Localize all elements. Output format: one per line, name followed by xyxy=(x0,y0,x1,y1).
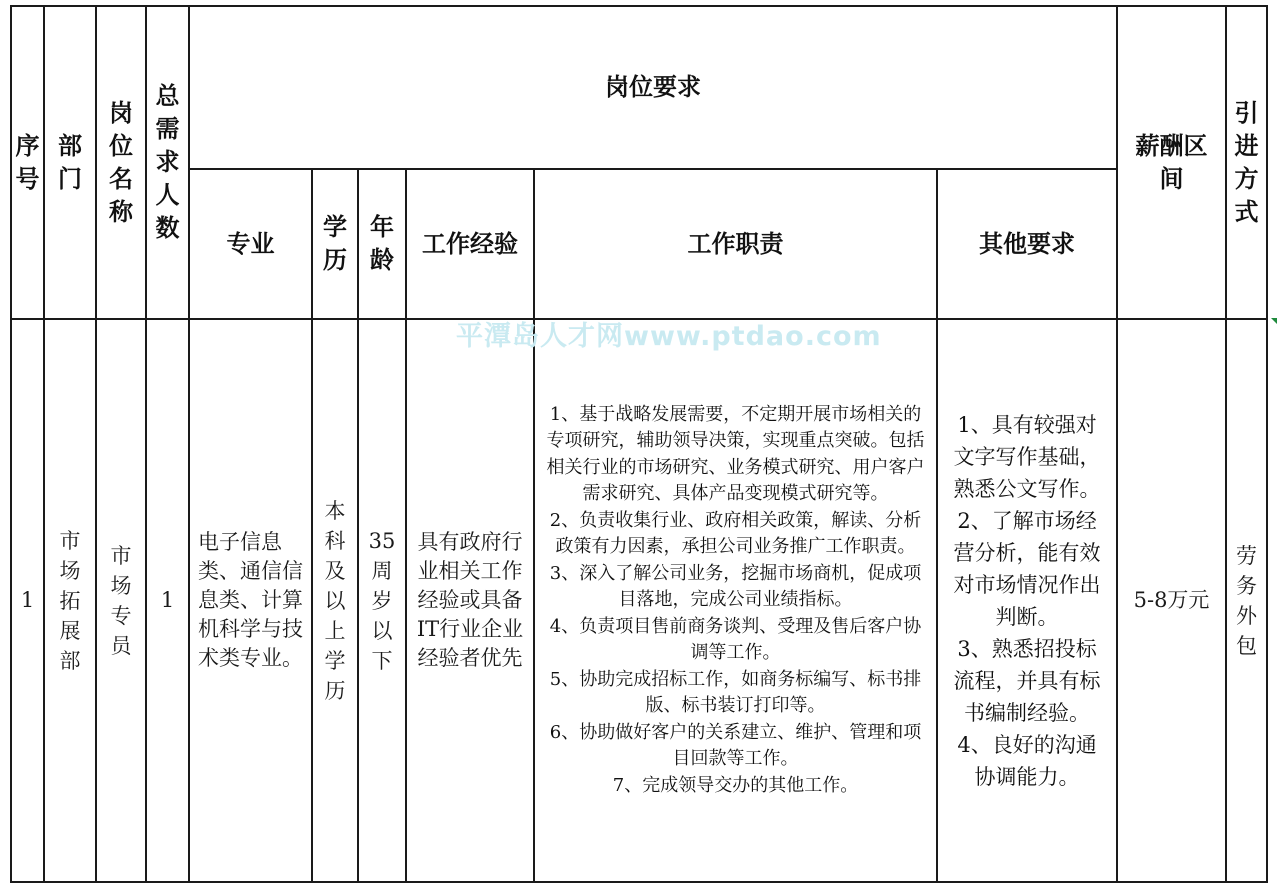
site-watermark: 平潭岛人才网www.ptdao.com xyxy=(456,321,882,352)
major-value: 电子信息类、通信信息类、计算机科学与技术类专业。 xyxy=(198,530,303,670)
header-education-cell[interactable] xyxy=(312,169,358,319)
dept-cell[interactable] xyxy=(44,319,96,882)
header-salary: 薪酬区间 xyxy=(1135,131,1208,193)
other-cell[interactable] xyxy=(937,319,1117,882)
duty-item: 5、协助完成招标工作，如商务标编写、标书排版、标书装订打印等。 xyxy=(549,668,922,717)
job-requirements-table xyxy=(10,5,1268,883)
header-position-cell[interactable] xyxy=(96,6,146,319)
dept-value: 市场拓展部 xyxy=(59,528,81,673)
duties-cell[interactable] xyxy=(534,319,937,882)
header-education: 学历 xyxy=(323,213,347,274)
header-other: 其他要求 xyxy=(979,229,1076,258)
position-value: 市场专员 xyxy=(110,543,132,658)
header-headcount: 总需求人数 xyxy=(155,82,180,242)
method-cell[interactable] xyxy=(1226,319,1267,882)
header-salary-cell[interactable] xyxy=(1117,6,1226,319)
headcount-value: 1 xyxy=(160,588,175,612)
other-item: 2、了解市场经营分析，能有效对市场情况作出判断。 xyxy=(953,508,1101,629)
other-item: 1、具有较强对文字写作基础，熟悉公文写作。 xyxy=(953,412,1101,501)
age-value: 35周岁以下 xyxy=(368,528,396,673)
other-item: 3、熟悉招投标流程，并具有标书编制经验。 xyxy=(953,636,1101,725)
header-method-cell[interactable] xyxy=(1226,6,1267,319)
header-major-cell[interactable] xyxy=(189,169,312,319)
seq-cell[interactable] xyxy=(11,319,44,882)
header-row-top xyxy=(11,6,1267,169)
duty-item: 3、深入了解公司业务，挖掘市场商机，促成项目落地，完成公司业绩指标。 xyxy=(549,562,922,611)
header-requirements: 岗位要求 xyxy=(605,73,702,101)
duty-item: 4、负责项目售前商务谈判、受理及售后客户协调等工作。 xyxy=(549,615,922,664)
duty-item: 1、基于战略发展需要，不定期开展市场相关的专项研究，辅助领导决策，实现重点突破。包括相关行业的市场研究、业务模式研究、用户客户需求研究、具体产品变现模式研究等。 xyxy=(546,403,925,505)
header-other-cell[interactable] xyxy=(937,169,1117,319)
header-duties: 工作职责 xyxy=(687,229,784,258)
duty-item: 6、协助做好客户的关系建立、维护、管理和项目回款等工作。 xyxy=(549,721,922,770)
header-headcount-cell[interactable] xyxy=(146,6,189,319)
header-age-cell[interactable] xyxy=(358,169,406,319)
header-seq: 序号 xyxy=(15,131,40,193)
duty-item: 2、负责收集行业、政府相关政策，解读、分析政策有力因素，承担公司业务推广工作职责。 xyxy=(549,509,922,558)
major-cell[interactable] xyxy=(189,319,312,882)
table-row xyxy=(11,319,1267,882)
header-duties-cell[interactable] xyxy=(534,169,937,319)
header-position: 岗位名称 xyxy=(109,98,133,226)
header-seq-cell[interactable] xyxy=(11,6,44,319)
other-item: 4、良好的沟通协调能力。 xyxy=(957,732,1097,789)
header-dept-cell[interactable] xyxy=(44,6,96,319)
duties-list xyxy=(535,402,936,800)
headcount-cell[interactable] xyxy=(146,319,189,882)
duty-item: 7、完成领导交办的其他工作。 xyxy=(612,774,859,796)
experience-value: 具有政府行业相关工作经验或具备IT行业企业经验者优先 xyxy=(416,530,524,670)
education-value: 本科及以上学历 xyxy=(324,498,346,703)
method-value: 劳务外包 xyxy=(1236,543,1258,658)
header-major: 专业 xyxy=(226,229,275,258)
header-age: 年龄 xyxy=(370,213,394,274)
header-method: 引进方式 xyxy=(1234,98,1259,226)
header-experience: 工作经验 xyxy=(422,229,518,258)
experience-cell[interactable] xyxy=(406,319,534,882)
header-requirements-cell[interactable] xyxy=(189,6,1117,169)
header-experience-cell[interactable] xyxy=(406,169,534,319)
salary-cell[interactable] xyxy=(1117,319,1226,882)
header-row-sub xyxy=(11,169,1267,319)
cell-comment-marker xyxy=(1271,318,1277,324)
position-cell[interactable] xyxy=(96,319,146,882)
header-dept: 部门 xyxy=(58,131,82,193)
salary-value: 5-8万元 xyxy=(1133,588,1210,612)
other-list xyxy=(938,409,1116,793)
age-cell[interactable] xyxy=(358,319,406,882)
education-cell[interactable] xyxy=(312,319,358,882)
seq-value: 1 xyxy=(20,588,35,612)
